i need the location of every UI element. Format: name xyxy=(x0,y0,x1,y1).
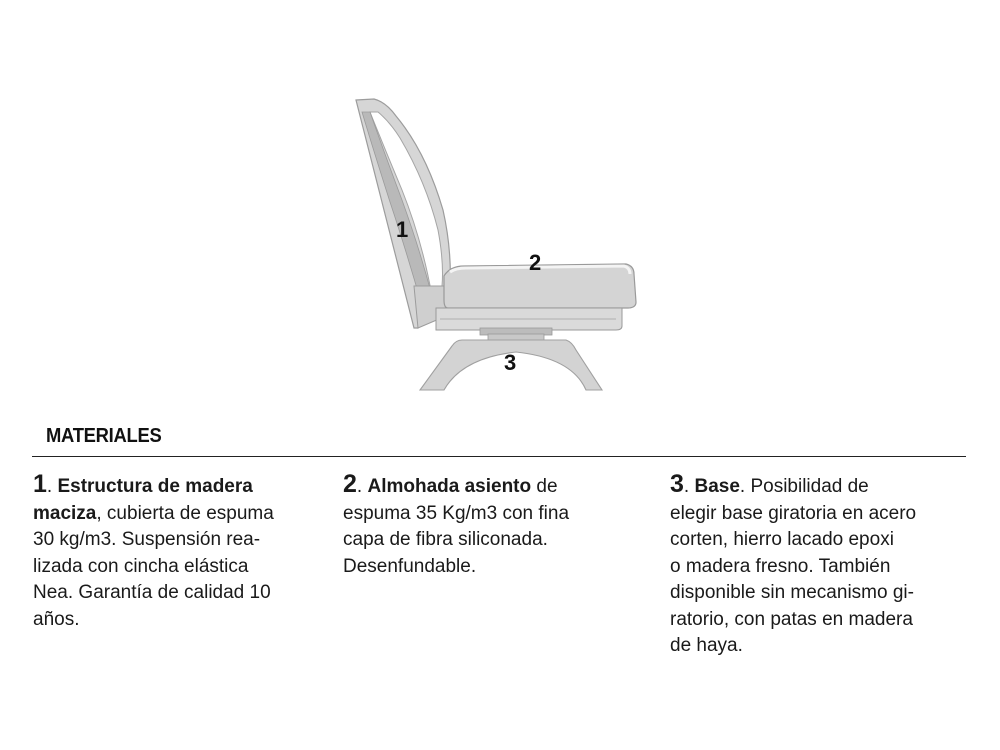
material-item-1 xyxy=(33,471,333,633)
callout-1: 1 xyxy=(396,217,409,242)
item-2-heading: Almohada asiento xyxy=(367,476,532,497)
item-1-text-a: , cubierta de espuma xyxy=(96,502,274,524)
item-1-second-line xyxy=(33,501,333,528)
item-3-text-a: . Posibilidad de xyxy=(739,476,869,497)
item-1-heading-a: Estructura de madera xyxy=(57,476,253,497)
item-2-line: Desenfundable. xyxy=(343,555,477,577)
item-2-first-line xyxy=(343,471,633,501)
item-3-line: corten, hierro lacado epoxi xyxy=(670,529,894,550)
item-2-line: capa de fibra siliconada. xyxy=(343,529,548,550)
item-3-first-line xyxy=(670,471,970,501)
item-3-heading: Base xyxy=(694,476,740,497)
material-item-2 xyxy=(343,471,633,580)
item-1-line: años. xyxy=(33,608,80,630)
item-1-number: 1 xyxy=(33,470,47,498)
item-2-separator: . xyxy=(356,476,368,497)
item-3-line: ratorio, con patas en madera xyxy=(670,608,913,630)
item-2-line: espuma 35 Kg/m3 con fina xyxy=(343,502,570,524)
item-3-line: disponible sin mecanismo gi- xyxy=(670,582,914,603)
chair-drawing xyxy=(340,90,660,400)
callout-3: 3 xyxy=(504,350,517,375)
item-2-text-a: de xyxy=(531,476,558,497)
item-3-number: 3 xyxy=(670,470,684,498)
item-3-line: de haya. xyxy=(670,635,743,656)
item-1-line: 30 kg/m3. Suspensión rea- xyxy=(33,529,261,550)
material-item-3 xyxy=(670,471,970,660)
callout-2: 2 xyxy=(529,250,542,275)
swivel-bottom xyxy=(488,334,544,340)
section-divider xyxy=(32,456,966,457)
section-title: MATERIALES xyxy=(46,425,162,447)
item-1-heading-b: maciza xyxy=(33,502,97,524)
item-3-separator: . xyxy=(683,476,695,497)
item-2-number: 2 xyxy=(343,470,357,498)
item-3-line: o madera fresno. También xyxy=(670,555,891,577)
item-1-line: lizada con cincha elástica xyxy=(33,555,249,577)
item-1-line: Nea. Garantía de calidad 10 xyxy=(33,582,271,603)
item-1-first-line xyxy=(33,471,333,501)
chair-illustration xyxy=(340,90,660,400)
item-3-line: elegir base giratoria en acero xyxy=(670,502,917,524)
item-1-separator: . xyxy=(46,476,58,497)
